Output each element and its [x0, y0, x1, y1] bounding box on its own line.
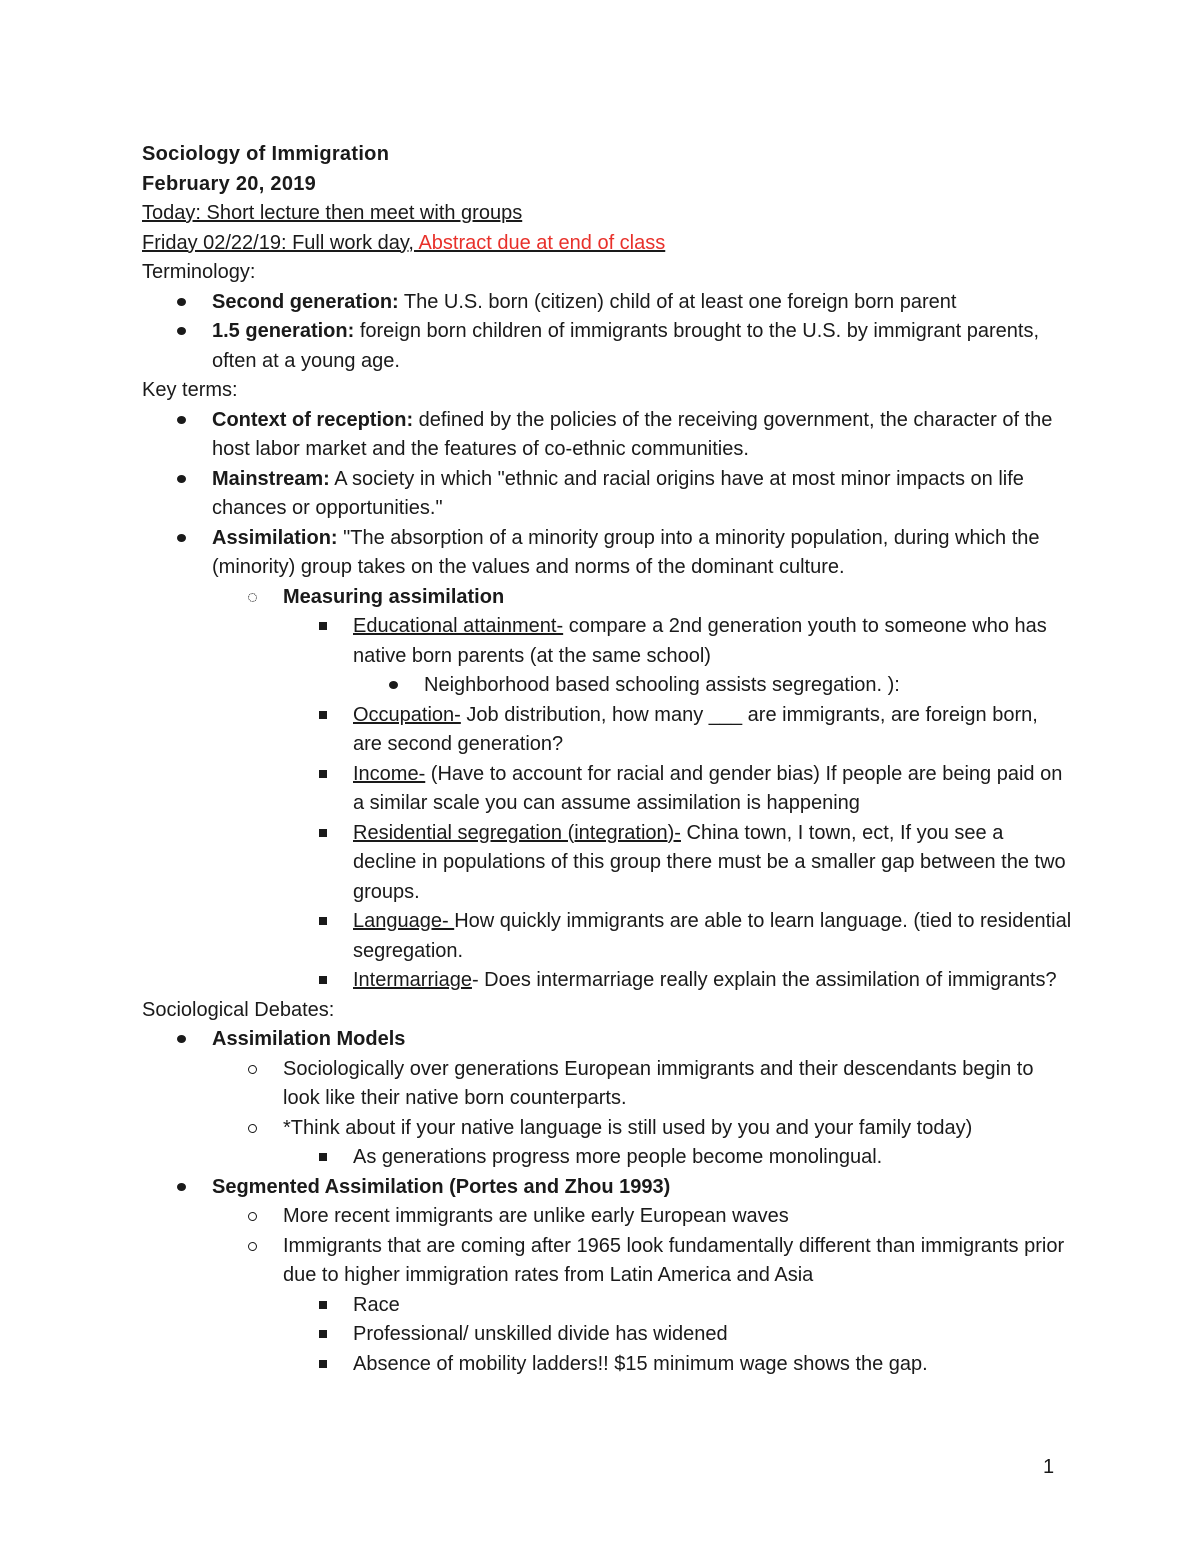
- page-number: 1: [1043, 1456, 1055, 1478]
- list-item: [142, 288, 1072, 318]
- definition: "The absorption of a minority group into a minority population, during which the (minority) group takes on the values and norms of the dominant culture.: [212, 526, 1040, 578]
- list-item: [142, 1320, 1072, 1350]
- list-item-text: Immigrants that are coming after 1965 look fundamentally different than immigrants prior due to higher immigration rates from Latin America and Asia: [283, 1234, 1065, 1286]
- definition: A society in which "ethnic and racial origins have at most minor impacts on life chances or opportunities.": [212, 467, 1024, 519]
- list-item: [142, 465, 1072, 524]
- measure-term: Residential segregation (integration)-: [353, 821, 681, 844]
- list-item-text: *Think about if your native language is still used by you and your family today): [283, 1116, 973, 1139]
- measure-def: How quickly immigrants are able to learn language. (tied to residential segregation.: [353, 910, 1072, 962]
- list-item: [142, 966, 1072, 996]
- list-item-text: Sociologically over generations European immigrants and their descendants begin to look like their native born counterparts.: [283, 1057, 1034, 1109]
- definition: foreign born children of immigrants brought to the U.S. by immigrant parents, often at a young age.: [212, 320, 1040, 372]
- doc-title: Sociology of Immigration: [142, 143, 390, 165]
- list-item-text: As generations progress more people become monolingual.: [353, 1146, 883, 1168]
- list-item: [142, 671, 1072, 701]
- list-item: [142, 1350, 1072, 1380]
- list-item: [142, 760, 1072, 819]
- list-item-text: Race: [353, 1293, 400, 1316]
- key-terms-list: [142, 406, 1072, 996]
- doc-date: February 20, 2019: [142, 172, 317, 195]
- list-item-text: Absence of mobility ladders!! $15 minimum wage shows the gap.: [353, 1352, 928, 1375]
- today-note: Today: Short lecture then meet with groups: [142, 202, 523, 224]
- list-item: [142, 612, 1072, 671]
- list-item: [142, 1291, 1072, 1321]
- list-item: [142, 1143, 1072, 1173]
- measure-def: compare a 2nd generation youth to someone who has native born parents (at the same school): [353, 615, 1047, 667]
- document-body: [142, 140, 1072, 1379]
- terminology-list: [142, 288, 1072, 377]
- list-item: [142, 1202, 1072, 1232]
- list-item: [142, 317, 1072, 376]
- terminology-heading: Terminology:: [142, 261, 256, 283]
- list-item: [142, 1173, 1072, 1203]
- list-item: [142, 406, 1072, 465]
- term: 1.5 generation:: [212, 320, 355, 342]
- list-item: [142, 907, 1072, 966]
- measure-term: Educational attainment-: [353, 615, 564, 637]
- measure-def: - Does intermarriage really explain the assimilation of immigrants?: [471, 969, 1057, 991]
- list-item-text: More recent immigrants are unlike early European waves: [283, 1205, 789, 1227]
- list-item: [142, 1055, 1072, 1114]
- measure-def: Job distribution, how many ___ are immigrants, are foreign born, are second generation?: [353, 703, 1038, 755]
- list-item: [142, 1232, 1072, 1291]
- abstract-due-note: Abstract due at end of class: [413, 231, 666, 254]
- friday-note: [142, 229, 1072, 259]
- list-item: [142, 1114, 1072, 1144]
- education-sub: Neighborhood based schooling assists segregation. ):: [424, 674, 900, 696]
- measuring-heading: Measuring assimilation: [283, 585, 505, 608]
- debates-list: [142, 1025, 1072, 1379]
- measure-term: Occupation-: [353, 703, 461, 726]
- segmented-assimilation-heading: Segmented Assimilation (Portes and Zhou 1993): [212, 1175, 671, 1198]
- definition: The U.S. born (citizen) child of at least one foreign born parent: [398, 290, 957, 313]
- measure-term: Intermarriage: [353, 969, 472, 991]
- definition: defined by the policies of the receiving government, the character of the host labor market and the features of co-ethnic communities.: [212, 408, 1053, 460]
- list-item: [142, 819, 1072, 908]
- term: Assimilation:: [212, 526, 338, 549]
- friday-note-main: Friday 02/22/19: Full work day,: [142, 231, 414, 254]
- debates-heading: Sociological Debates:: [142, 998, 335, 1021]
- term: Mainstream:: [212, 467, 330, 490]
- list-item: [142, 701, 1072, 760]
- measure-def: China town, I town, ect, If you see a decline in populations of this group there must be a smaller gap between the two groups.: [353, 821, 1066, 903]
- measure-term: Language-: [353, 910, 455, 932]
- list-item-text: Professional/ unskilled divide has widened: [353, 1323, 728, 1345]
- measure-term: Income-: [353, 762, 426, 785]
- list-item: [142, 583, 1072, 613]
- key-terms-heading: Key terms:: [142, 379, 238, 401]
- assimilation-models-heading: Assimilation Models: [212, 1028, 406, 1050]
- term: Context of reception:: [212, 408, 414, 431]
- list-item: [142, 1025, 1072, 1055]
- list-item: [142, 524, 1072, 583]
- term: Second generation:: [212, 290, 399, 313]
- measure-def: (Have to account for racial and gender bias) If people are being paid on a similar scale you can assume assimilation is happening: [353, 762, 1063, 814]
